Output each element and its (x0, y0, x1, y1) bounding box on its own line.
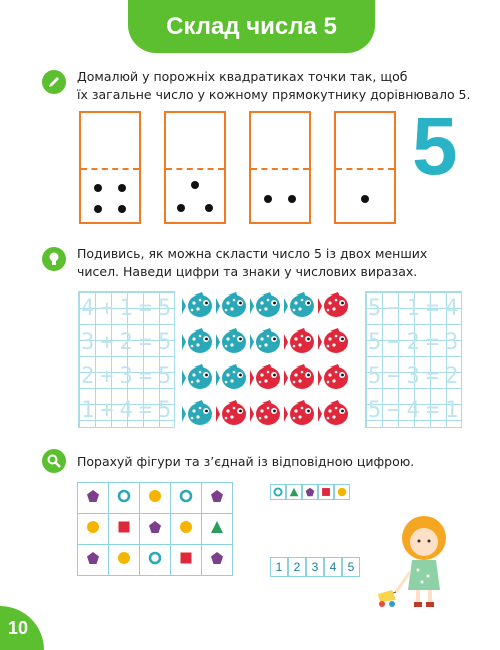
number-choice[interactable]: 4 (324, 557, 342, 577)
task1-line2: їх загальне число у кожному прямокутнику дорівнювало 5. (77, 87, 471, 102)
lightbulb-icon (42, 247, 66, 271)
expression: 5−3=2 (368, 364, 465, 389)
red-fish-icon (318, 292, 348, 317)
shape-row (78, 545, 233, 576)
expression: 5−1=4 (368, 296, 465, 321)
number-choice[interactable]: 1 (270, 557, 288, 577)
pentagon-icon (202, 483, 233, 514)
task2-line2: чисел. Наведи цифри та знаки у числових виразах. (77, 264, 418, 279)
teal-fish-icon (216, 292, 246, 317)
legend-triangle-icon (286, 484, 302, 500)
pentagon-icon (78, 483, 109, 514)
shape-legend (270, 484, 350, 500)
circle-icon (78, 514, 109, 545)
shape-row (78, 483, 233, 514)
teal-fish-icon (182, 292, 212, 317)
expression: 4+1=5 (81, 296, 178, 321)
ring-icon (109, 483, 140, 514)
domino-card (334, 111, 396, 224)
red-fish-icon (216, 400, 246, 425)
page-number: 10 (8, 618, 29, 638)
square-icon (171, 545, 202, 576)
red-fish-icon (318, 400, 348, 425)
page-title: Склад числа 5 (166, 12, 337, 40)
fish-grid (182, 288, 358, 432)
legend-ring-icon (270, 484, 286, 500)
pentagon-icon (78, 545, 109, 576)
red-fish-icon (318, 364, 348, 389)
page-title-banner (128, 0, 375, 53)
page-number-badge (0, 606, 44, 650)
number-choices (270, 557, 360, 577)
task2-instruction (77, 245, 427, 281)
task1-instruction (77, 68, 471, 104)
triangle-icon (202, 514, 233, 545)
teal-fish-icon (182, 328, 212, 353)
domino-card (164, 111, 226, 224)
task2-line1: Подивись, як можна скласти число 5 із двох менших (77, 246, 428, 261)
circle-icon (171, 514, 202, 545)
domino-card (249, 111, 311, 224)
expression: 2+3=5 (81, 364, 178, 389)
girl-illustration (376, 514, 466, 614)
teal-fish-icon (250, 292, 280, 317)
pentagon-icon (140, 514, 171, 545)
teal-fish-icon (284, 292, 314, 317)
domino-card (79, 111, 141, 224)
pentagon-icon (202, 545, 233, 576)
task1-line1: Домалюй у порожніх квадратиках точки так, щоб (77, 69, 408, 84)
shape-grid-table (77, 482, 233, 576)
legend-pentagon-icon (302, 484, 318, 500)
right-tracing-grid (365, 291, 465, 428)
red-fish-icon (250, 364, 280, 389)
number-choice[interactable]: 2 (288, 557, 306, 577)
legend-circle-icon (334, 484, 350, 500)
number-choice[interactable]: 5 (342, 557, 360, 577)
big-number-five: 5 (412, 101, 458, 192)
red-fish-icon (318, 328, 348, 353)
expression: 1+4=5 (81, 398, 178, 423)
magnifier-icon (42, 449, 66, 473)
legend-square-icon (318, 484, 334, 500)
red-fish-icon (284, 364, 314, 389)
teal-fish-icon (216, 364, 246, 389)
teal-fish-icon (182, 400, 212, 425)
shape-row (78, 514, 233, 545)
expression: 5−2=3 (368, 330, 465, 355)
red-fish-icon (250, 400, 280, 425)
teal-fish-icon (250, 328, 280, 353)
teal-fish-icon (216, 328, 246, 353)
number-choice[interactable]: 3 (306, 557, 324, 577)
circle-icon (140, 483, 171, 514)
expression: 5−4=1 (368, 398, 465, 423)
left-tracing-grid (78, 291, 178, 428)
ring-icon (140, 545, 171, 576)
ring-icon (171, 483, 202, 514)
red-fish-icon (284, 328, 314, 353)
task3-instruction: Порахуй фігури та з’єднай із відповідною цифрою. (77, 454, 415, 469)
square-icon (109, 514, 140, 545)
red-fish-icon (284, 400, 314, 425)
circle-icon (109, 545, 140, 576)
pencil-icon (42, 70, 66, 94)
teal-fish-icon (182, 364, 212, 389)
expression: 3+2=5 (81, 330, 178, 355)
